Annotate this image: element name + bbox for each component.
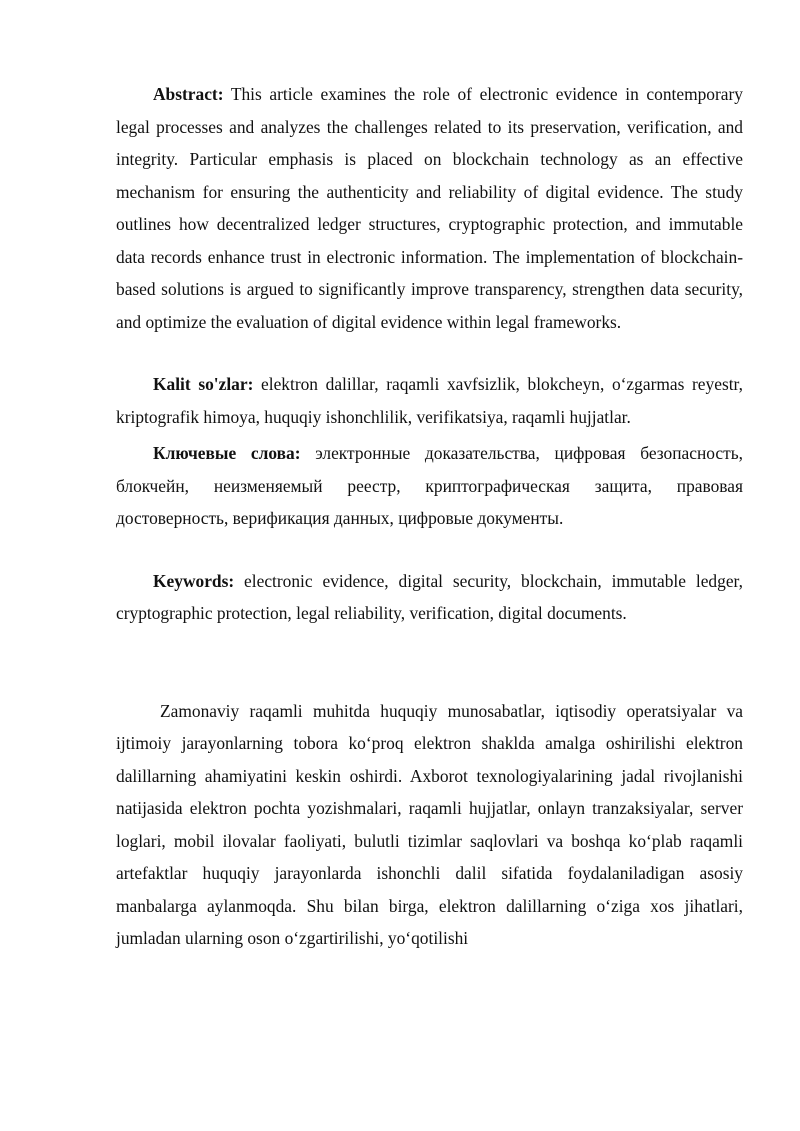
keywords-english-text: electronic evidence, digital security, blockchain, immutable ledger, cryptographic protection, legal reliability, verification, digital documents. <box>116 570 743 623</box>
document-page <box>116 78 743 955</box>
keywords-russian-text: электронные доказательства, цифровая безопасность, блокчейн, неизменяемый реестр, криптографическая защита, правовая достоверность, верификация данных, цифровые документы. <box>116 443 743 528</box>
body-paragraph: Zamonaviy raqamli muhitda huquqiy munosabatlar, iqtisodiy operatsiyalar va ijtimoiy jarayonlarning tobora ko‘proq elektron shaklda amalga oshirilishi elektron dalillarning ahamiyatini keskin oshirdi. Axborot texnologiyalarining jadal rivojlanishi natijasida elektron pochta yozishmalari, raqamli hujjatlar, onlayn tranzaksiyalar, server loglari, mobil ilovalar faoliyati, bulutli tizimlar saqlovlari va boshqa ko‘plab raqamli artefaktlar huquqiy jarayonlarda ishonchli dalil sifatida foydalaniladigan asosiy manbalarga aylanmoqda. Shu bilan birga, elektron dalillarning o‘ziga xos jihatlari, jumladan ularning oson o‘zgartirilishi, yo‘qotilishi <box>116 700 743 948</box>
keywords-uzbek-text: elektron dalillar, raqamli xavfsizlik, blokcheyn, o‘zgarmas reyestr, kriptografik himoya, huquqiy ishonchlilik, verifikatsiya, raqamli hujjatlar. <box>116 374 743 427</box>
abstract-paragraph <box>116 78 743 338</box>
keywords-uzbek-paragraph <box>116 368 743 433</box>
keywords-uzbek-label: Kalit so'zlar: <box>153 374 254 394</box>
keywords-russian-label: Ключевые слова: <box>153 443 301 463</box>
keywords-russian-paragraph <box>116 437 743 535</box>
keywords-english-label: Keywords: <box>153 570 235 591</box>
keywords-english-paragraph <box>116 565 743 630</box>
abstract-text: This article examines the role of electronic evidence in contemporary legal processes and analyzes the challenges related to its preservation, verification, and integrity. Particular emphasis is placed on blockchain technology as an effective mechanism for ensuring the authenticity and reliability of digital evidence. The study outlines how decentralized ledger structures, cryptographic protection, and immutable data records enhance trust in electronic information. The implementation of blockchain-based solutions is argued to significantly improve transparency, strengthen data security, and optimize the evaluation of digital evidence within legal frameworks. <box>116 84 743 332</box>
abstract-label: Abstract: <box>153 84 224 104</box>
